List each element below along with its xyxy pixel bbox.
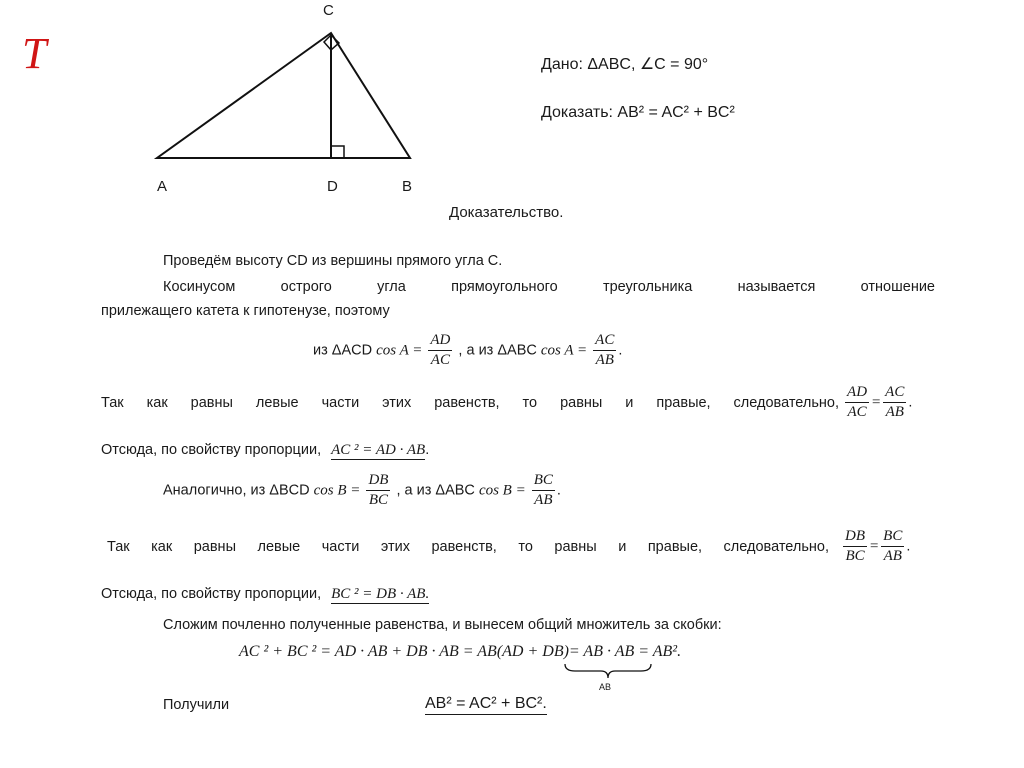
vertex-label-a: A: [157, 178, 168, 195]
line-7-text: Так как равны левые части этих равенств, то равны и правые, следовательно,: [107, 538, 829, 555]
from-acd-label: из ΔACD: [313, 342, 373, 359]
frac-num: DB: [366, 472, 390, 491]
prove-prefix: Доказать:: [541, 104, 618, 121]
conclusion-label: Получили: [163, 697, 230, 713]
frac-den: AC: [430, 352, 450, 368]
line-8-text: Отсюда, по свойству пропорции,: [101, 586, 322, 602]
fraction-bc-ab-2: [881, 528, 904, 565]
underbrace-label: AB: [599, 682, 612, 692]
vertex-label-d: D: [327, 178, 338, 195]
proof-line-1: Проведём высоту CD из вершины прямого угла C.: [163, 253, 503, 269]
sum-equation-left: AC ² + BC ² = AD · AB + DB · AB = AB(: [239, 643, 503, 660]
proof-line-5: Отсюда, по свойству пропорции, AC ² = AD · AB.: [101, 442, 430, 458]
frac-den: BC: [368, 492, 389, 508]
right-angle-mark-d: [331, 146, 344, 158]
cos-b-label-2: cos B =: [478, 482, 526, 499]
cos-b-label-1: cos B =: [313, 482, 361, 499]
prove-equation: AB² = AC² + BC²: [617, 104, 735, 121]
frac-den: AB: [883, 548, 902, 564]
frac-num: AC: [883, 384, 906, 403]
vertex-label-c: C: [323, 2, 334, 19]
frac-num: AD: [428, 332, 452, 351]
frac-den: AB: [885, 404, 904, 420]
conclusion-equation: AB² = AC² + BC².: [425, 695, 547, 715]
proof-line-10: [239, 643, 681, 661]
sum-equation-right: )= AB · AB = AB².: [563, 643, 682, 660]
equation-ac-squared: AC ² = AD · AB: [331, 442, 426, 458]
fraction-db-bc: [366, 472, 390, 509]
from-abc-label: , а из ΔABC: [458, 342, 537, 359]
frac-num: DB: [843, 528, 867, 547]
frac-num: BC: [881, 528, 904, 547]
proof-line-2a: Косинусом острого угла прямоугольного треугольника называется отношение: [163, 279, 935, 295]
fraction-db-bc-2: [843, 528, 867, 565]
proof-line-4: Так как равны левые части этих равенств, то равны и правые, следовательно, $\frac{AD}{AC}$ = $\frac{AC}{AB}$ .: [101, 384, 913, 420]
equals-sign: =: [869, 538, 880, 555]
fraction-ad-ac: [428, 332, 452, 369]
triangle-diagram: [0, 0, 520, 200]
equals-sign: =: [871, 394, 882, 411]
proof-line-9: Сложим почленно полученные равенства, и вынесем общий множитель за скобки:: [163, 617, 722, 633]
frac-num: AD: [845, 384, 869, 403]
proof-line-8: [101, 586, 429, 603]
frac-den: BC: [845, 548, 865, 564]
proof-line-7: Так как равны левые части этих равенств, то равны и правые, следовательно, $\frac{DB}{BC}$ = $\frac{BC}{AB}$ .: [107, 528, 911, 564]
frac-num: BC: [532, 472, 555, 491]
line-4-text: Так как равны левые части этих равенств, то равны и правые, следовательно,: [101, 394, 839, 411]
line-5-text: Отсюда, по свойству пропорции,: [101, 442, 322, 458]
proof-line-2b: прилежащего катета к гипотенузе, поэтому: [101, 303, 390, 319]
frac-den: AB: [595, 352, 614, 368]
frac-num: AC: [593, 332, 616, 351]
from-bcd-label: Аналогично, из ΔBCD: [163, 482, 310, 499]
logo: Т: [22, 29, 47, 78]
cos-a-label-2: cos A =: [540, 342, 588, 359]
given-text: Дано: ΔABC, ∠C = 90°: [541, 56, 709, 73]
underbrace: [563, 662, 653, 682]
fraction-bc-ab: [532, 472, 555, 509]
triangle-abc: [157, 33, 410, 158]
proof-title: Доказательство.: [449, 204, 564, 221]
proof-line-3: из ΔACD cos A = $\frac{AD}{AC}$ , а из ΔABC cos A = $\frac{AC}{AB}$ .: [313, 332, 623, 368]
prove-text: [541, 104, 735, 122]
from-abc-label-2: , а из ΔABC: [396, 482, 475, 499]
fraction-ad-ac-2: [845, 384, 869, 421]
proof-line-6: Аналогично, из ΔBCD cos B = $\frac{DB}{BC}$ , а из ΔABC cos B = $\frac{BC}{AB}$ .: [163, 472, 561, 508]
frac-den: AC: [847, 404, 867, 420]
braced-term: AD + DB: [502, 643, 564, 660]
frac-den: AB: [534, 492, 553, 508]
cos-a-label-1: cos A =: [376, 342, 423, 359]
fraction-ac-ab-2: [883, 384, 906, 421]
equation-bc-squared: BC ² = DB · AB.: [331, 586, 430, 602]
vertex-label-b: B: [402, 178, 413, 195]
fraction-ac-ab: [593, 332, 616, 369]
